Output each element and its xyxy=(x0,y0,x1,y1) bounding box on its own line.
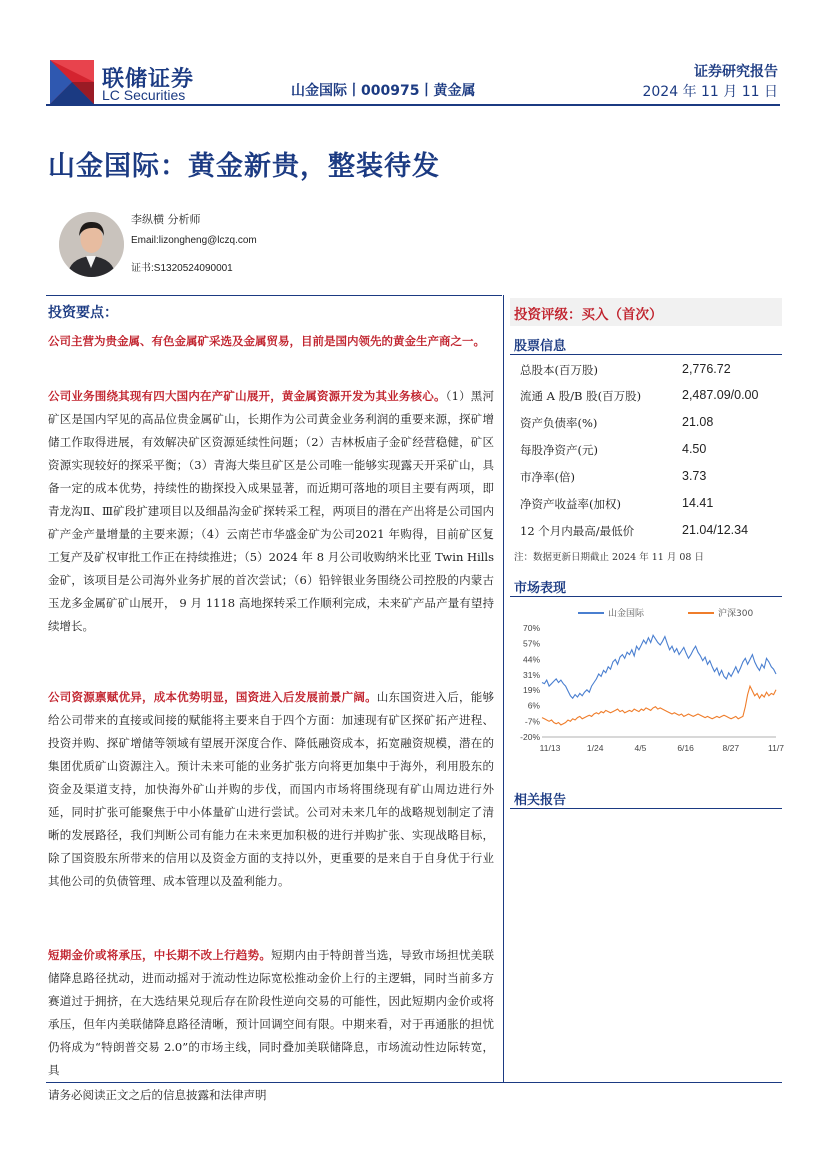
x-tick-label: 8/27 xyxy=(722,743,740,753)
stock-info-value: 2,776.72 xyxy=(682,362,731,376)
market-performance-title: 市场表现 xyxy=(514,581,567,596)
stock-info-label: 12 个月内最高/最低价 xyxy=(520,524,635,538)
series-line xyxy=(542,635,776,698)
stock-info-row xyxy=(520,413,782,436)
y-tick-label: 19% xyxy=(522,684,540,695)
stock-info-value: 2,487.09/0.00 xyxy=(682,388,759,402)
x-tick-label: 11/13 xyxy=(539,743,561,753)
x-tick-label: 11/7 xyxy=(768,743,784,753)
related-reports-title: 相关报告 xyxy=(514,793,567,808)
x-tick-label: 1/24 xyxy=(586,743,604,753)
stock-info-divider xyxy=(510,354,782,355)
paragraph-body: 山东国资进入后，能够给公司带来的直接或间接的赋能将主要来自于四个方面：加速现有矿区探矿拓产进程、投资并购、探矿增储等领域有望展开深度合作、降低融资成本，拓宽融资规模，潜在的集团优质矿山资源注入。预计未来可能的业务扩张方向将更加集中于海外，利用股东的资金及渠道支持，加快海外矿山并购的步伐，而国内市场将围绕现有矿山周边进行外延，同时扩张可能聚焦于中小体量矿山进行尝试。公司对未来几年的战略规划制定了清晰的发展路径，我们判断公司有能力在未来更加积极的进行并购扩张、实现战略目标，除了国资股东所带来的信用以及资金方面的支持以外，更重要的是来自于自身优于行业其他公司的负债管理、成本管理以及盈利能力。 xyxy=(48,690,495,888)
stock-info-row xyxy=(520,386,782,409)
analyst-email[interactable]: Email:lizongheng@lczq.com xyxy=(131,235,257,246)
highlight-paragraph xyxy=(48,944,494,1082)
market-performance-divider xyxy=(510,596,782,597)
related-reports-divider xyxy=(510,808,782,809)
report-type: 证券研究报告 xyxy=(694,64,778,80)
stock-info-label: 流通 A 股/B 股(百万股) xyxy=(520,389,642,403)
logo-text-en: LC Securities xyxy=(102,87,186,103)
highlight-paragraph xyxy=(48,385,494,638)
y-tick-label: -20% xyxy=(520,732,540,742)
analyst-portrait-icon xyxy=(59,212,124,277)
y-tick-label: 57% xyxy=(522,638,540,649)
y-tick-label: 6% xyxy=(527,700,540,711)
column-divider xyxy=(503,295,504,1082)
y-tick-label: -7% xyxy=(524,716,540,727)
lc-logo-icon xyxy=(50,60,94,104)
footer-divider xyxy=(46,1082,782,1083)
stock-info-label: 每股净资产(元) xyxy=(520,443,598,457)
report-date: 2024 年 11 月 11 日 xyxy=(642,84,778,100)
paragraph-lead: 短期金价或将承压，中长期不改上行趋势。 xyxy=(48,948,272,962)
stock-info-row xyxy=(520,467,782,490)
main-top-divider xyxy=(46,295,502,296)
stock-info-row xyxy=(520,360,782,383)
stock-info-value: 21.04/12.34 xyxy=(682,523,749,537)
y-tick-label: 44% xyxy=(522,654,540,665)
stock-info-value: 4.50 xyxy=(682,442,707,456)
analyst-avatar xyxy=(59,212,124,277)
paragraph-body: 短期内由于特朗普当选，导致市场担忧美联储降息路径扰动，进而动摇对于流动性边际宽松推动金价上行的主逻辑，同时当前多方赛道过于拥挤，在大选结果兑现后存在阶段性逆向交易的可能性，因此短期内金价或将承压，但年内美联储降息路径清晰，预计回调空间有限。中期来看，对于再通胀的担忧仍将成为“特朗普交易 2.0”的市场主线，同时叠加美联储降息，市场流动性边际转宽，具 xyxy=(48,948,495,1077)
analyst-name: 李纵横 分析师 xyxy=(131,213,201,226)
stock-info-value: 21.08 xyxy=(682,415,714,429)
investment-highlights-title: 投资要点： xyxy=(48,305,118,321)
stock-info-label: 总股本(百万股) xyxy=(520,363,598,377)
series-line xyxy=(542,686,776,725)
paragraph-body: （1）黑河矿区是国内罕见的高品位贵金属矿山，长期作为公司黄金业务利润的重要来源，探矿增储工作取得进展，有效解决矿区资源延续性问题；（2）吉林板庙子金矿经营稳健，矿区资源实现较好的探采平衡；（3）青海大柴旦矿区是公司唯一能够实现露天开采矿山，具备一定的成本优势，持续性的勘探投入成果显著，而近期可落地的项目主要有两项，即青龙沟Ⅱ、Ⅲ矿段扩建项目以及细晶沟金矿探转采工程，两项目的潜在产出将是公司国内矿产金产量增量的主要来源；（4）云南芒市华盛金矿为公司2021 年购得，目前矿区复工复产及矿权审批工作正在持续推进；（5）2024 年 8 月公司收购纳米比亚 Twin Hills 金矿，该项目是公司海外业务扩展的首次尝试；（6）铅锌银业务围绕公司控股的内蒙古玉龙多金属矿矿山展开， 9 月 1118 高地探转采工作顺利完成，未来矿产品产量有望持续增长。 xyxy=(48,389,494,633)
stock-info-label: 净资产收益率(加权) xyxy=(520,497,621,511)
stock-info-label: 资产负债率(%) xyxy=(520,416,598,430)
stock-info-row xyxy=(520,521,782,544)
investment-rating: 投资评级：买入（首次） xyxy=(514,307,663,323)
stock-info-label: 市净率(倍) xyxy=(520,470,575,484)
y-tick-label: 70% xyxy=(522,623,540,633)
logo-text-cn: 联储证券 xyxy=(102,66,195,91)
stock-info-value: 3.73 xyxy=(682,469,707,483)
data-update-note: 注：数据更新日期截止 2024 年 11 月 08 日 xyxy=(514,552,704,563)
highlight-paragraph xyxy=(48,330,494,353)
stock-info-value: 14.41 xyxy=(682,496,714,510)
header-divider xyxy=(46,104,780,106)
stock-info-row xyxy=(520,494,782,517)
market-performance-chart xyxy=(508,600,784,760)
highlight-paragraph xyxy=(48,686,494,893)
stock-info-row xyxy=(520,440,782,463)
x-tick-label: 6/16 xyxy=(677,743,694,753)
paragraph-lead: 公司主营为贵金属、有色金属矿采选及金属贸易，目前是国内领先的黄金生产商之一。 xyxy=(48,334,485,348)
legend-label: 沪深300 xyxy=(718,609,754,619)
legal-disclaimer: 请务必阅读正文之后的信息披露和法律声明 xyxy=(48,1088,267,1102)
stock-info-title: 股票信息 xyxy=(514,339,567,354)
analyst-certificate: 证书:S1320524090001 xyxy=(131,263,233,274)
company-logo xyxy=(50,60,200,104)
paragraph-lead: 公司资源禀赋优异，成本优势明显，国资进入后发展前景广阔。 xyxy=(48,690,377,704)
stock-code-line: 山金国际丨000975丨黄金属 xyxy=(291,83,476,99)
x-tick-label: 4/5 xyxy=(634,743,647,753)
y-tick-label: 31% xyxy=(522,670,540,681)
report-title: 山金国际：黄金新贵，整装待发 xyxy=(48,151,440,182)
paragraph-lead: 公司业务围绕其现有四大国内在产矿山展开，黄金属资源开发为其业务核心。 xyxy=(48,389,446,403)
legend-label: 山金国际 xyxy=(608,609,645,619)
